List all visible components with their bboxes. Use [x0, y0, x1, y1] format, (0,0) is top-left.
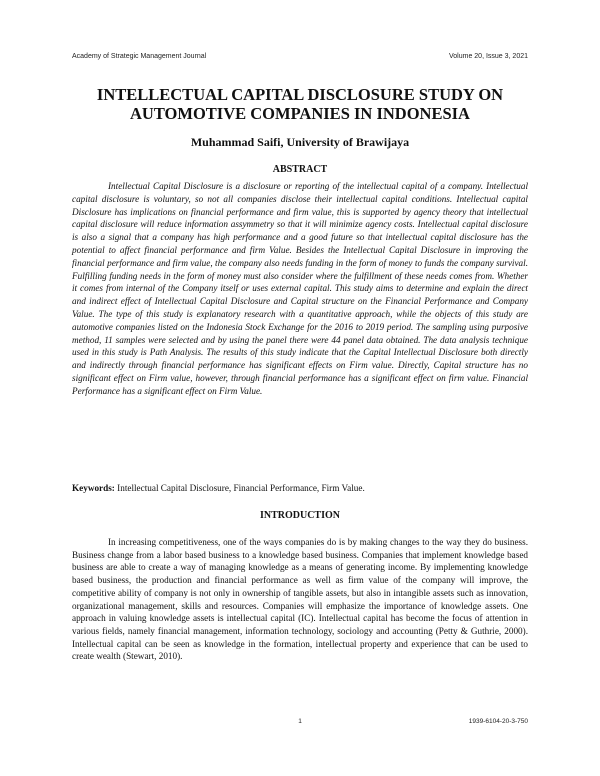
abstract-text: Intellectual Capital Disclosure is a disclosure or reporting of the intellectual capital of a company. Intellectual capital disclosure is voluntary, so not all companies disclose their intellectual capital conditions. Intellectual capital Disclosure has implications on financial performance and firm value, this is supported by agency theory that intellectual capital disclosure will reduce information assymmetry so that it will minimize agency costs. Intellectual capital disclosure is also a signal that a company has high performance and a good future so that intellectual capital disclosure has the potential to affect financial performance and firm Value. Besides the Intellectual Capital Disclosure in improving the financial performance and firm value, the company also needs funding in the form of money to funds the company survival. Fulfilling funding needs in the form of money must also consider where the fulfillment of these needs comes from. Whether it comes from internal of the Company itself or uses external capital. This study aims to determine and explain the direct and indirect effect of Intellectual Capital Disclosure and Capital structure on the Financial Performance and Company Value. The type of this study is explanatory research with a quantitative approach, while the objects of this study are automotive companies listed on the Indonesia Stock Exchange for the 2016 to 2019 period. The sampling using purposive method, 11 samples were selected and by using the panel there were 44 panel data obtained. The data analysis technique used in this study is Path Analysis. The results of this study indicate that the Capital Intellectual Disclosure both directly and indirectly through financial performance has significant effects on Firm value. Directly, Capital structure has no significant effect on Firm value, however, through financial performance has a significant effect on firm value. Financial Performance has a significant effect on Firm Value. — [72, 181, 528, 396]
journal-name: Academy of Strategic Management Journal — [72, 53, 207, 60]
keywords-line — [72, 483, 528, 493]
keywords-label: Keywords: — [72, 483, 115, 493]
issn-code: 1939-6104-20-3-750 — [468, 718, 528, 725]
paper-title: INTELLECTUAL CAPITAL DISCLOSURE STUDY ON AUTOMOTIVE COMPANIES IN INDONESIA — [96, 85, 504, 123]
introduction-heading: INTRODUCTION — [259, 510, 340, 521]
introduction-text: In increasing competitiveness, one of the ways companies do is by making changes to the way they do business. Business change from a labor based business to a knowledge based business. Companies that implement knowledge based business are able to create a way of managing knowledge as a means of generating income. By implementing knowledge based business, the production and financial performance as well as firm value of the company will improve, the competitive ability of company is not only in ownership of tangible assets, but also in intangible assets such as innovation, organizational management, skills and resources. Companies will emphasize the importance of knowledge assets. One approach in valuing knowledge assets is intellectual capital (IC). Intellectual capital has become the focus of attention in various fields, namely financial management, information technology, sociology and accounting (Petty & Guthrie, 2000). Intellectual capital can be seen as knowledge in the formation, intellectual property and experience that can be used to create wealth (Stewart, 2010). — [72, 537, 528, 662]
author-line: Muhammad Saifi, University of Brawijaya — [190, 135, 410, 149]
page-number: 1 — [298, 718, 302, 725]
abstract-heading: ABSTRACT — [272, 164, 328, 175]
volume-issue: Volume 20, Issue 3, 2021 — [449, 53, 528, 60]
keywords-text: Intellectual Capital Disclosure, Financial Performance, Firm Value. — [117, 483, 365, 493]
